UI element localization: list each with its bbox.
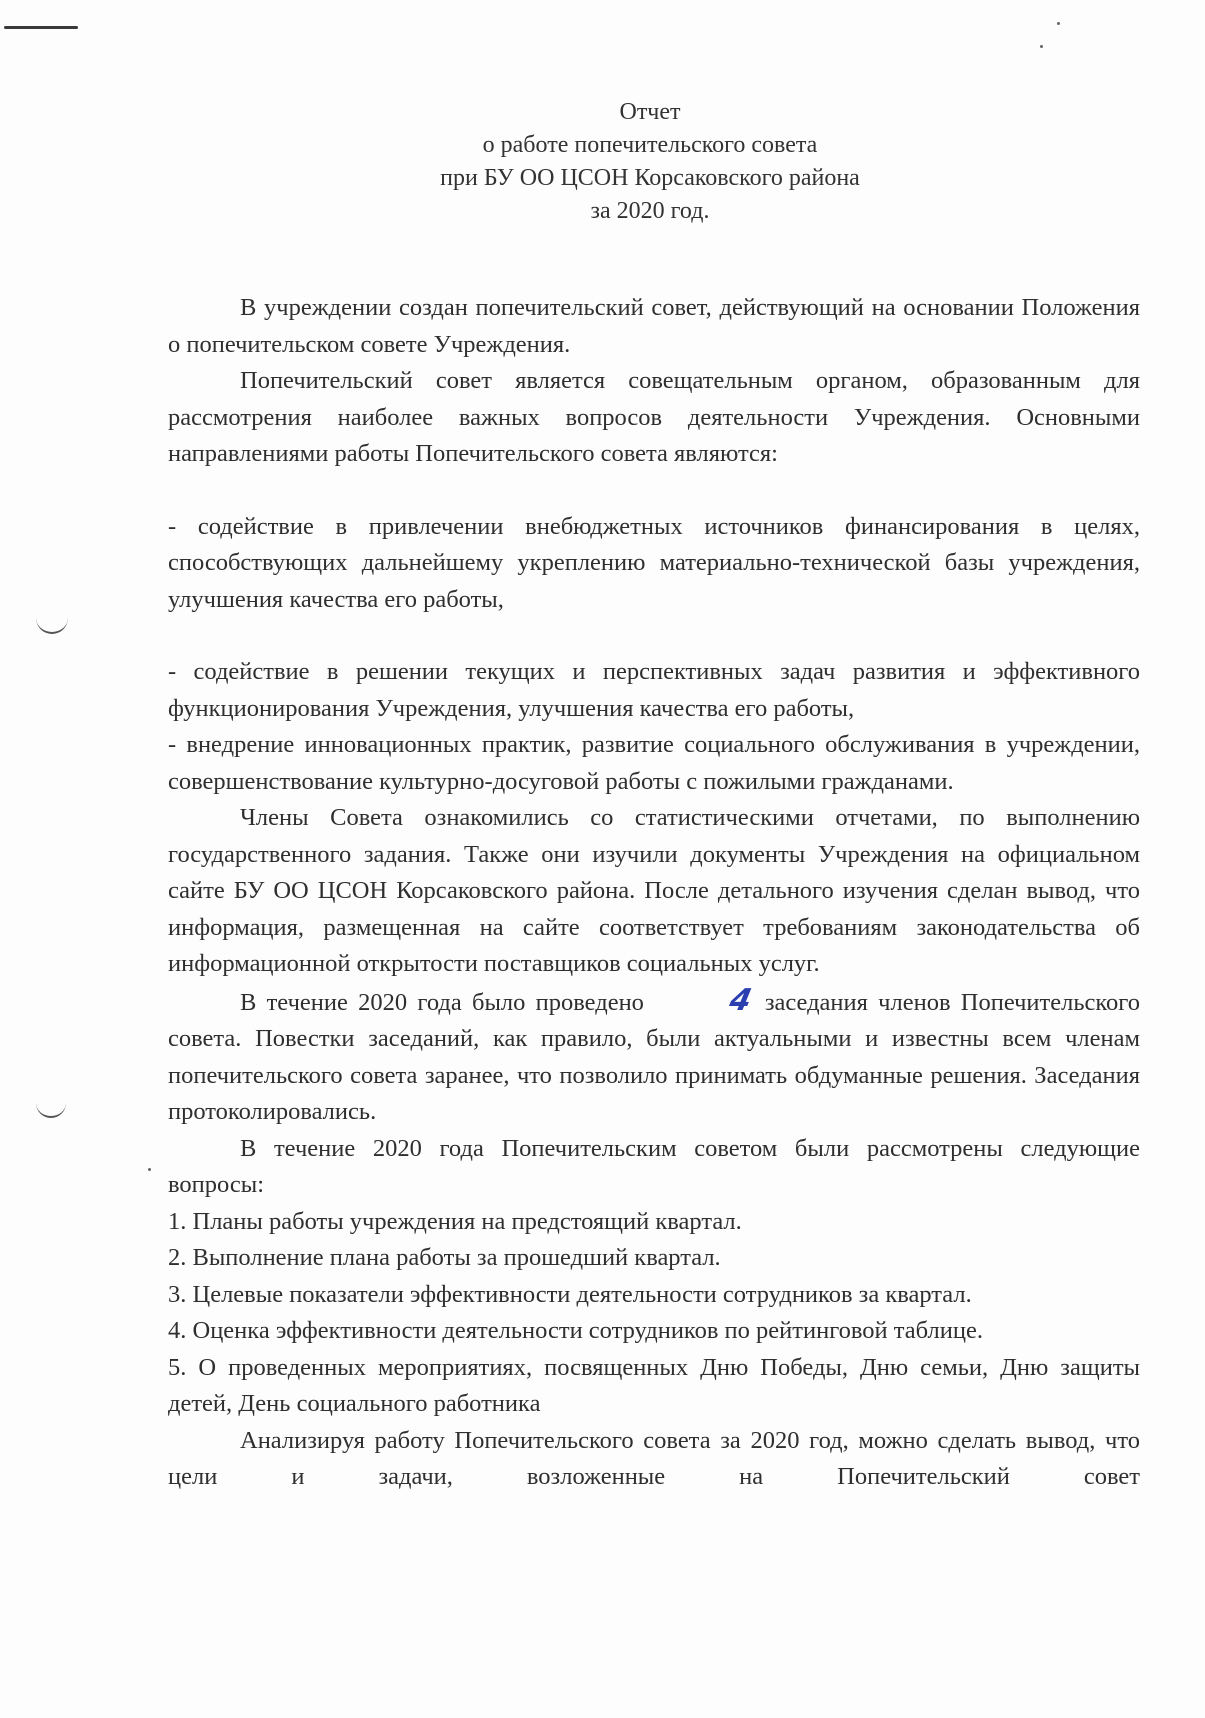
paragraph: Члены Совета ознакомились со статистическими отчетами, по выполнению государственного задания. Также они изучили документы Учреждения на официальном сайте БУ ОО ЦСОН Корсаковского района. После детального изучения сделан вывод, что информация, размещенная на сайте соответствует требованиям законодательства об информационной открытости поставщиков социальных услуг. — [168, 804, 1140, 977]
paragraph: В течение 2020 года Попечительским советом были рассмотрены следующие вопросы: — [168, 1134, 1140, 1198]
list-item: 4. Оценка эффективности деятельности сотрудников по рейтинговой таблице. — [168, 1317, 983, 1344]
punch-hole-mark — [36, 1102, 66, 1118]
list-item: - содействие в решении текущих и перспективных задач развития и эффективного функционирования Учреждения, улучшения качества его работы, — [168, 658, 1140, 722]
paragraph — [168, 983, 1140, 1131]
text-span: заседания членов Попечительского совета. Повестки заседаний, как правило, были актуальными и известны всем членам попечительского совета заранее, что позволило принимать обдуманные решения. Заседания протоколировались. — [168, 988, 1140, 1125]
scan-dust-dot — [148, 1168, 151, 1171]
paragraph: Анализируя работу Попечительского совета за 2020 год, можно сделать вывод, что цели и задачи, возложенные на Попечительский совет — [168, 1426, 1140, 1490]
scan-dust-dot — [1057, 22, 1060, 25]
scan-artifact-line — [4, 26, 78, 29]
text-span: В течение 2020 года было проведено — [240, 988, 644, 1016]
list-item: 1. Планы работы учреждения на предстоящий квартал. — [168, 1207, 742, 1235]
punch-hole-mark — [36, 618, 68, 634]
paragraph: Попечительский совет является совещательным органом, образованным для рассмотрения наиболее важных вопросов деятельности Учреждения. Основными направлениями работы Попечительского совета являются: — [168, 367, 1140, 467]
document-header — [300, 96, 1000, 228]
handwritten-number: 4 — [726, 982, 755, 1018]
list-item: 5. О проведенных мероприятиях, посвященных Дню Победы, Дню семьи, Дню защиты детей, День социального работника — [168, 1353, 1140, 1417]
list-item: 2. Выполнение плана работы за прошедший квартал. — [168, 1244, 721, 1271]
title: Отчет — [619, 99, 681, 125]
list-item: - содействие в привлечении внебюджетных источников финансирования в целях, способствующих дальнейшему укреплению материально-технической базы учреждения, улучшения качества его работы, — [168, 512, 1140, 613]
list-item: 3. Целевые показатели эффективности деятельности сотрудников за квартал. — [168, 1280, 972, 1308]
subtitle-line: при БУ ОО ЦСОН Корсаковского района — [440, 165, 860, 191]
document-body — [168, 290, 1140, 1496]
paragraph: В учреждении создан попечительский совет, действующий на основании Положения о попечительском совете Учреждения. — [168, 294, 1140, 358]
report-period: за 2020 год. — [590, 198, 710, 224]
list-item: - внедрение инновационных практик, развитие социального обслуживания в учреждении, совершенствование культурно-досуговой работы с пожилыми гражданами. — [168, 731, 1140, 795]
subtitle-line: о работе попечительского совета — [482, 132, 818, 158]
scan-dust-dot — [1040, 45, 1043, 48]
